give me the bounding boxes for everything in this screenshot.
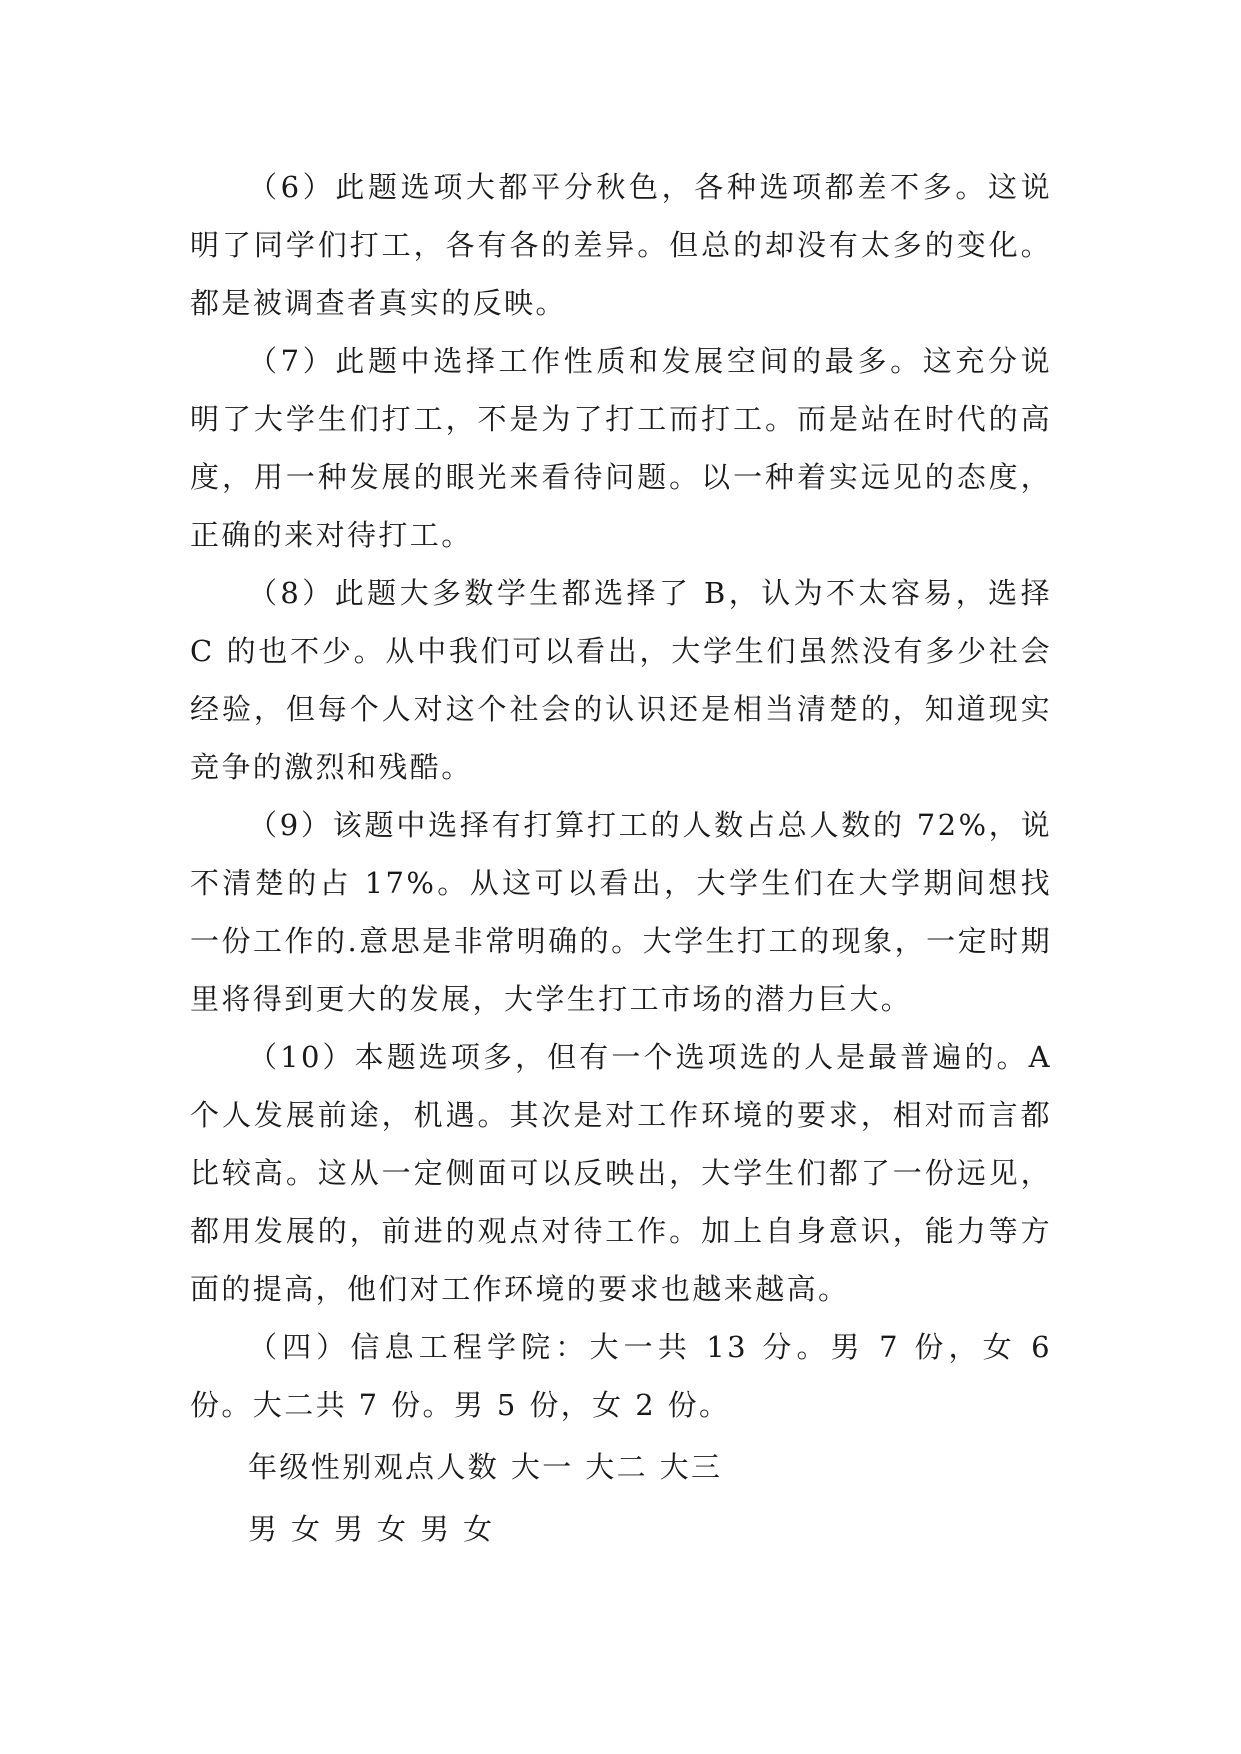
table-header-line: 年级性别观点人数 大一 大二 大三 xyxy=(248,1450,723,1484)
document-body xyxy=(190,158,1052,1558)
paragraph-section-info-engineering: （四）信息工程学院：大一共 13 分。男 7 份，女 6 份。大二共 7 份。男 5 份，女 2 份。 xyxy=(190,1330,1052,1422)
paragraph-item-10: （10）本题选项多，但有一个选项选的人是最普遍的。A 个人发展前途，机遇。其次是对工作环境的要求，相对而言都比较高。这从一定侧面可以反映出，大学生们都了一份远见，都用发展的，前进的观点对待工作。加上自身意识，能力等方面的提高，他们对工作环境的要求也越来越高。 xyxy=(190,1040,1052,1306)
paragraph-item-9: （9）该题中选择有打算打工的人数占总人数的 72%，说不清楚的占 17%。从这可以看出，大学生们在大学期间想找一份工作的.意思是非常明确的。大学生打工的现象，一定时期里将得到更大的发展，大学生打工市场的潜力巨大。 xyxy=(190,808,1052,1016)
paragraph-item-8: （8）此题大多数学生都选择了 B，认为不太容易，选择 C 的也不少。从中我们可以看出，大学生们虽然没有多少社会经验，但每个人对这个社会的认识还是相当清楚的，知道现实竞争的激烈和残酷。 xyxy=(190,576,1052,784)
paragraph-item-7: （7）此题中选择工作性质和发展空间的最多。这充分说明了大学生们打工，不是为了打工而打工。而是站在时代的高度，用一种发展的眼光来看待问题。以一种着实远见的态度，正确的来对待打工。 xyxy=(190,344,1052,552)
table-gender-line: 男 女 男 女 男 女 xyxy=(248,1512,495,1546)
paragraph-item-6: （6）此题选项大都平分秋色，各种选项都差不多。这说明了同学们打工，各有各的差异。但总的却没有太多的变化。都是被调查者真实的反映。 xyxy=(190,170,1052,320)
